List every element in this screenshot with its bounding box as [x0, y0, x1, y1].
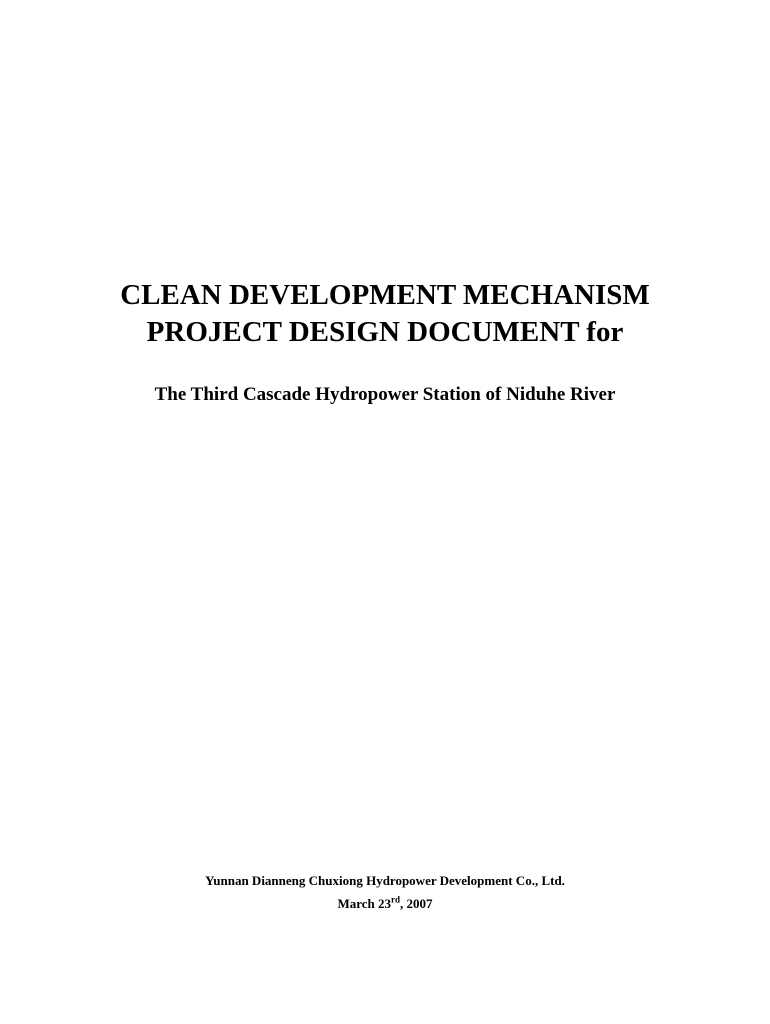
document-title-line-1: CLEAN DEVELOPMENT MECHANISM — [120, 279, 650, 311]
date-ordinal: rd — [391, 894, 401, 905]
date-suffix: , 2007 — [400, 896, 433, 911]
date-prefix: March 23 — [337, 896, 392, 911]
document-date — [0, 895, 770, 913]
company-name: Yunnan Dianneng Chuxiong Hydropower Development Co., Ltd. — [205, 873, 565, 888]
document-title-line-2: PROJECT DESIGN DOCUMENT for — [146, 316, 624, 348]
project-subtitle: The Third Cascade Hydropower Station of Niduhe River — [154, 384, 616, 405]
